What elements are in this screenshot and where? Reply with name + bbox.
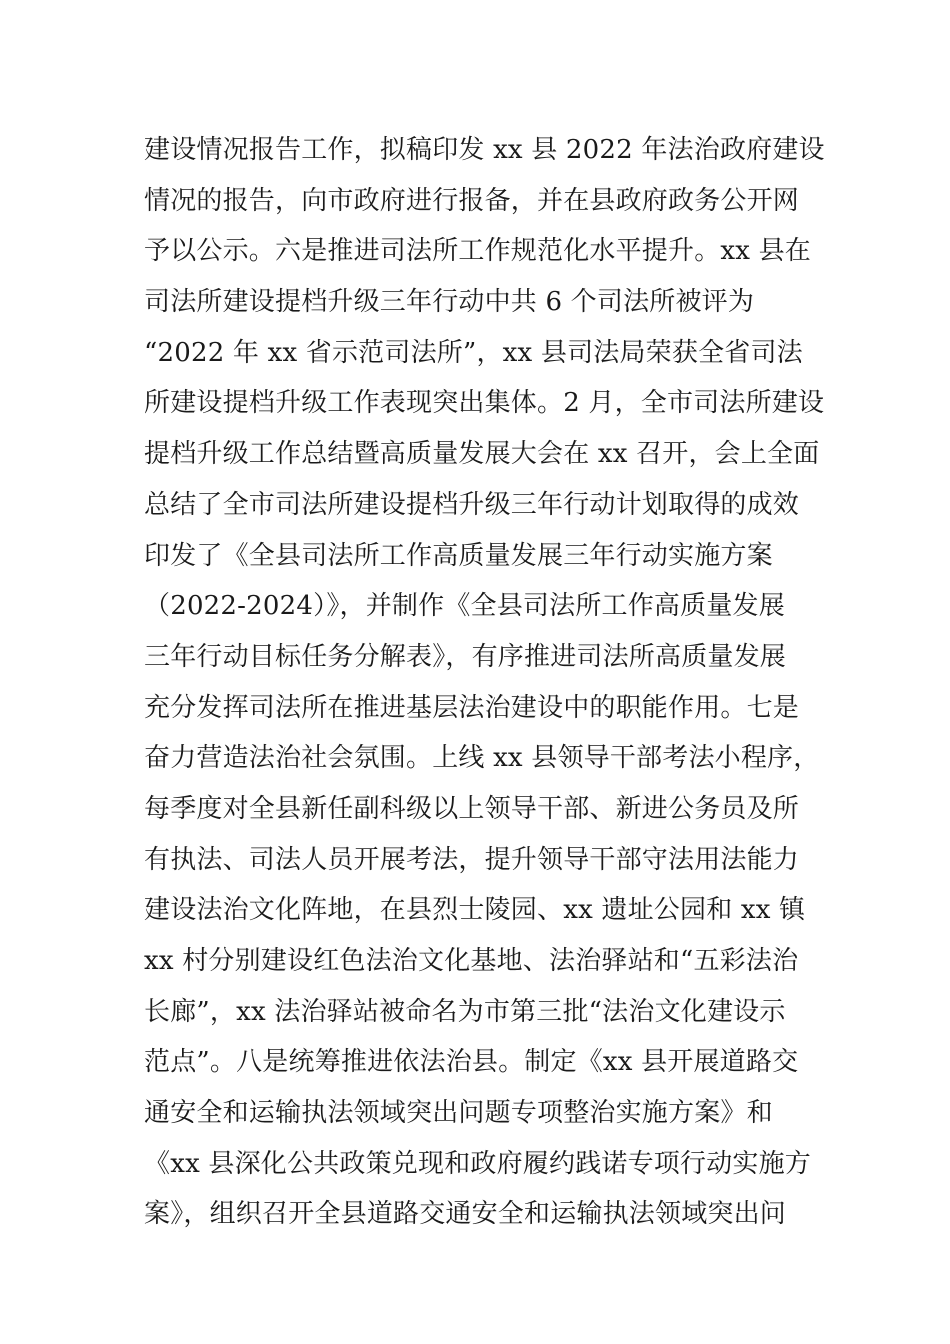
text-line-16: 建设法治文化阵地，在县烈士陵园、xx 遗址公园和 xx 镇 bbox=[144, 895, 806, 926]
text-line-10: （2022-2024）》，并制作《全县司法所工作高质量发展 bbox=[144, 591, 785, 622]
text-line-19: 范点”。八是统筹推进依法治县。制定《xx 县开展道路交 bbox=[144, 1047, 799, 1078]
text-line-2: 情况的报告，向市政府进行报备，并在县政府政务公开网 bbox=[144, 185, 800, 216]
text-line-9: 印发了《全县司法所工作高质量发展三年行动实施方案 bbox=[144, 540, 773, 571]
text-line-8: 总结了全市司法所建设提档升级三年行动计划取得的成效 bbox=[144, 489, 800, 520]
text-line-6: 所建设提档升级工作表现突出集体。2 月，全市司法所建设 bbox=[144, 388, 825, 419]
text-line-13: 奋力营造法治社会氛围。上线 xx 县领导干部考法小程序， bbox=[144, 743, 820, 774]
text-line-1: 建设情况报告工作，拟稿印发 xx 县 2022 年法治政府建设 bbox=[144, 135, 825, 165]
text-line-5: “2022 年 xx 省示范司法所”，xx 县司法局荣获全省司法 bbox=[144, 337, 803, 368]
text-line-18: 长廊”，xx 法治驿站被命名为市第三批“法治文化建设示 bbox=[144, 996, 786, 1027]
body-text bbox=[144, 125, 824, 1240]
text-line-14: 每季度对全县新任副科级以上领导干部、新进公务员及所 bbox=[144, 793, 800, 824]
text-line-3: 予以公示。六是推进司法所工作规范化水平提升。xx 县在 bbox=[144, 236, 811, 267]
text-line-12: 充分发挥司法所在推进基层法治建设中的职能作用。七是 bbox=[144, 692, 800, 723]
text-line-17: xx 村分别建设红色法治文化基地、法治驿站和“五彩法治 bbox=[144, 946, 799, 976]
text-line-22: 案》，组织召开全县道路交通安全和运输执法领域突出问 bbox=[144, 1199, 787, 1230]
text-line-21: 《xx 县深化公共政策兑现和政府履约践诺专项行动实施方 bbox=[144, 1148, 811, 1179]
text-line-11: 三年行动目标任务分解表》，有序推进司法所高质量发展 bbox=[144, 641, 787, 672]
text-line-7: 提档升级工作总结暨高质量发展大会在 xx 召开，会上全面 bbox=[144, 439, 820, 470]
text-line-4: 司法所建设提档升级三年行动中共 6 个司法所被评为 bbox=[144, 287, 755, 318]
text-line-15: 有执法、司法人员开展考法，提升领导干部守法用法能力 bbox=[144, 844, 800, 875]
text-line-20: 通安全和运输执法领域突出问题专项整治实施方案》和 bbox=[144, 1098, 773, 1129]
